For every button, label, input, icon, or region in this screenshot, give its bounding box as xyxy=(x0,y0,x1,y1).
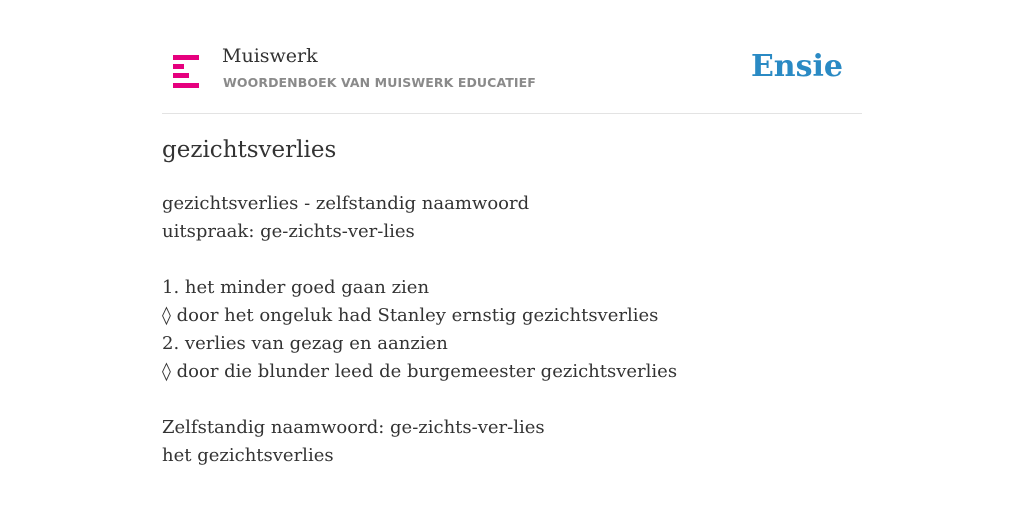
article-line: het gezichtsverlies xyxy=(162,445,334,466)
meaning-1-definition: 1. het minder goed gaan zien xyxy=(162,277,430,298)
ensie-brand-link[interactable]: Ensie xyxy=(750,49,843,84)
logo-bar-lower-middle xyxy=(173,73,189,78)
entry-heading-line: gezichtsverlies - zelfstandig naamwoord xyxy=(162,193,530,214)
logo-bar-bottom xyxy=(173,83,199,88)
entry-body xyxy=(162,190,677,470)
meaning-1-example: ◊ door het ongeluk had Stanley ernstig gezichtsverlies xyxy=(162,305,659,326)
muiswerk-logo-icon[interactable] xyxy=(173,55,199,88)
meaning-2-example: ◊ door die blunder leed de burgemeester gezichtsverlies xyxy=(162,361,678,382)
logo-bar-top xyxy=(173,55,199,60)
site-subtitle: WOORDENBOEK VAN MUISWERK EDUCATIEF xyxy=(223,75,536,90)
site-title[interactable]: Muiswerk xyxy=(222,45,318,67)
word-type-line: Zelfstandig naamwoord: ge-zichts-ver-lies xyxy=(162,417,545,438)
spacer xyxy=(162,246,677,274)
entry-pronunciation: uitspraak: ge-zichts-ver-lies xyxy=(162,221,415,242)
page-container xyxy=(162,0,862,466)
spacer xyxy=(162,386,677,414)
meaning-2-definition: 2. verlies van gezag en aanzien xyxy=(162,333,448,354)
entry-title: gezichtsverlies xyxy=(162,137,337,163)
site-header xyxy=(162,0,862,114)
logo-bar-upper-middle xyxy=(173,64,184,69)
